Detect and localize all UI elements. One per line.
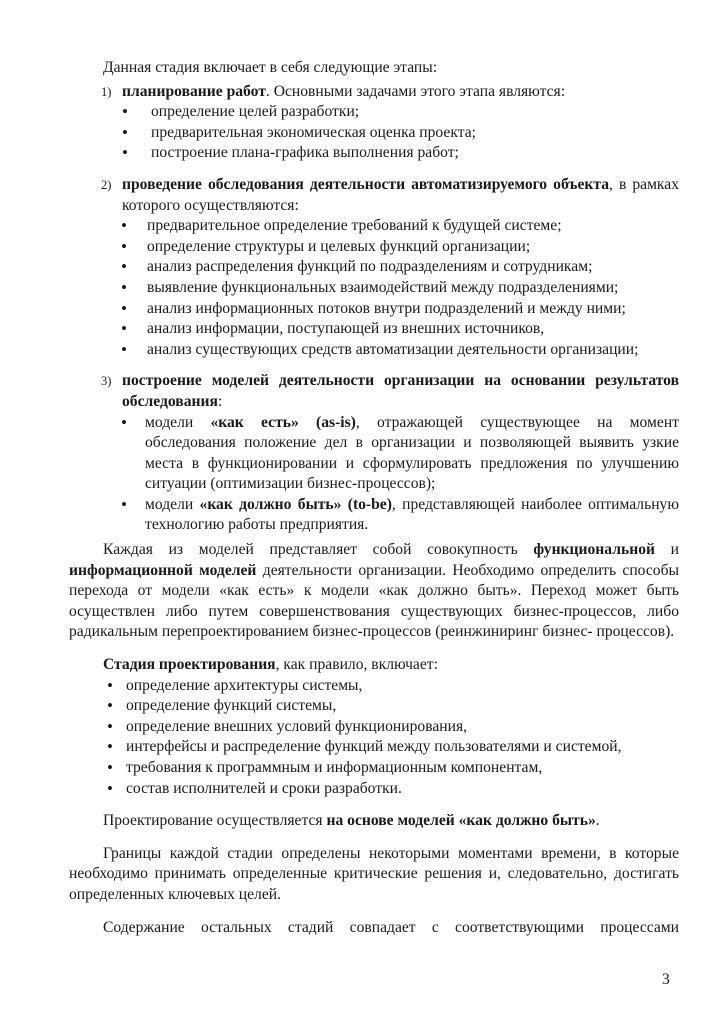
stage-2-rest: , в рамках которого осуществляются: [122,175,679,214]
item-text: , представляющей наиболее оптимальную технологию работы предприятия. [145,495,679,534]
stage-1-title: планирование работ [122,82,266,100]
text-run: и [655,541,679,559]
stage-boundaries-paragraph: Границы каждой стадии определены некоторыми моментами времени, в которые необходимо принимать определенные критические решения и, следовательно, достигать определенных ключевых целей. [69,844,679,903]
stage-2-number: 2) [101,177,112,192]
stage-3 [69,371,679,412]
stage-2-title: проведение обследования деятельности автоматизируемого объекта [122,175,609,193]
item-prefix: модели [145,495,200,513]
list-item: • определение внешних условий функционирования, [69,717,679,738]
stage-2-list [69,216,679,360]
stage-3-heading [122,371,679,412]
design-stage-list [69,676,679,800]
stage-3-number: 3) [101,374,112,389]
stage-2-heading [122,175,679,216]
document-page [69,58,679,938]
remaining-stages-paragraph: Содержание остальных стадий совпадает с соответствующими процессами [103,918,679,936]
stage-2 [69,175,679,216]
information-models-term: информационной моделей [69,561,257,579]
text-run: Каждая из моделей представляет собой совокупность [103,541,534,559]
stage-1-rest: . Основными задачами этого этапа являются: [265,82,566,100]
item-prefix: модели [145,413,211,431]
item-text: , отражающей существующее на момент обследования положение дел в организации и позволяющей выявить узкие места в функционировании и сформулировать предложения по улучшению ситуации (оптимизации бизнес-процессов); [145,413,679,493]
text-run: деятельности организации. Необходимо определить способы перехода от модели «как есть» к модели «как должно быть». Переход может быть осуществлен либо путем совершенствования существующих бизнес-процессов, либо радикальным перепроектированием бизнес-процессов (реинжиниринг бизнес- процессов). [69,561,679,641]
stage-1-heading [122,82,679,103]
text-run: , как правило, включает: [275,656,438,674]
stage-1 [69,82,679,103]
stage-3-rest: : [217,392,223,410]
list-item-as-is [69,413,679,495]
list-item: • предварительная экономическая оценка проекта; [69,123,679,144]
list-item: • анализ информации, поступающей из внешних источников, [69,319,679,340]
text-run: . [595,812,600,830]
list-item: • анализ распределения функций по подразделениям и сотрудникам; [69,257,679,278]
intro-text: Данная стадия включает в себя следующие этапы: [103,59,438,76]
design-basis-paragraph [69,811,679,832]
list-item: • требования к программным и информационным компонентам, [69,758,679,779]
design-stage-title: Стадия проектирования [103,656,276,674]
list-item: • состав исполнителей и сроки разработки. [69,779,679,800]
stage-1-list [69,102,679,164]
to-be-model-label: «как должно быть» (to-be) [199,495,392,513]
stage-1-number: 1) [101,84,112,99]
design-stage-intro [69,655,679,676]
list-item: • определение целей разработки; [69,102,679,123]
list-item: • интерфейсы и распределение функций между пользователями и системой, [69,737,679,758]
list-item: • анализ существующих средств автоматизации деятельности организации; [69,340,679,361]
list-item: • определение архитектуры системы, [69,676,679,697]
list-item: • анализ информационных потоков внутри подразделений и между ними; [69,299,679,320]
models-paragraph [69,540,679,643]
text-run: Проектирование осуществляется [103,812,327,830]
list-item: • выявление функциональных взаимодействий между подразделениями; [69,278,679,299]
as-is-model-label: «как есть» (as-is) [210,413,356,431]
stage-3-list [69,413,679,537]
list-item: • определение функций системы, [69,696,679,717]
list-item: • определение структуры и целевых функций организации; [69,237,679,258]
list-item-to-be [69,495,679,536]
page-number: 3 [662,971,670,988]
stage-3-title: построение моделей деятельности организации на основании результатов обследования [122,372,679,410]
to-be-basis-term: на основе моделей «как должно быть» [326,812,596,830]
list-item: • предварительное определение требований к будущей системе; [69,216,679,237]
functional-term: функциональной [533,541,655,559]
list-item: • построение плана-графика выполнения работ; [69,143,679,164]
